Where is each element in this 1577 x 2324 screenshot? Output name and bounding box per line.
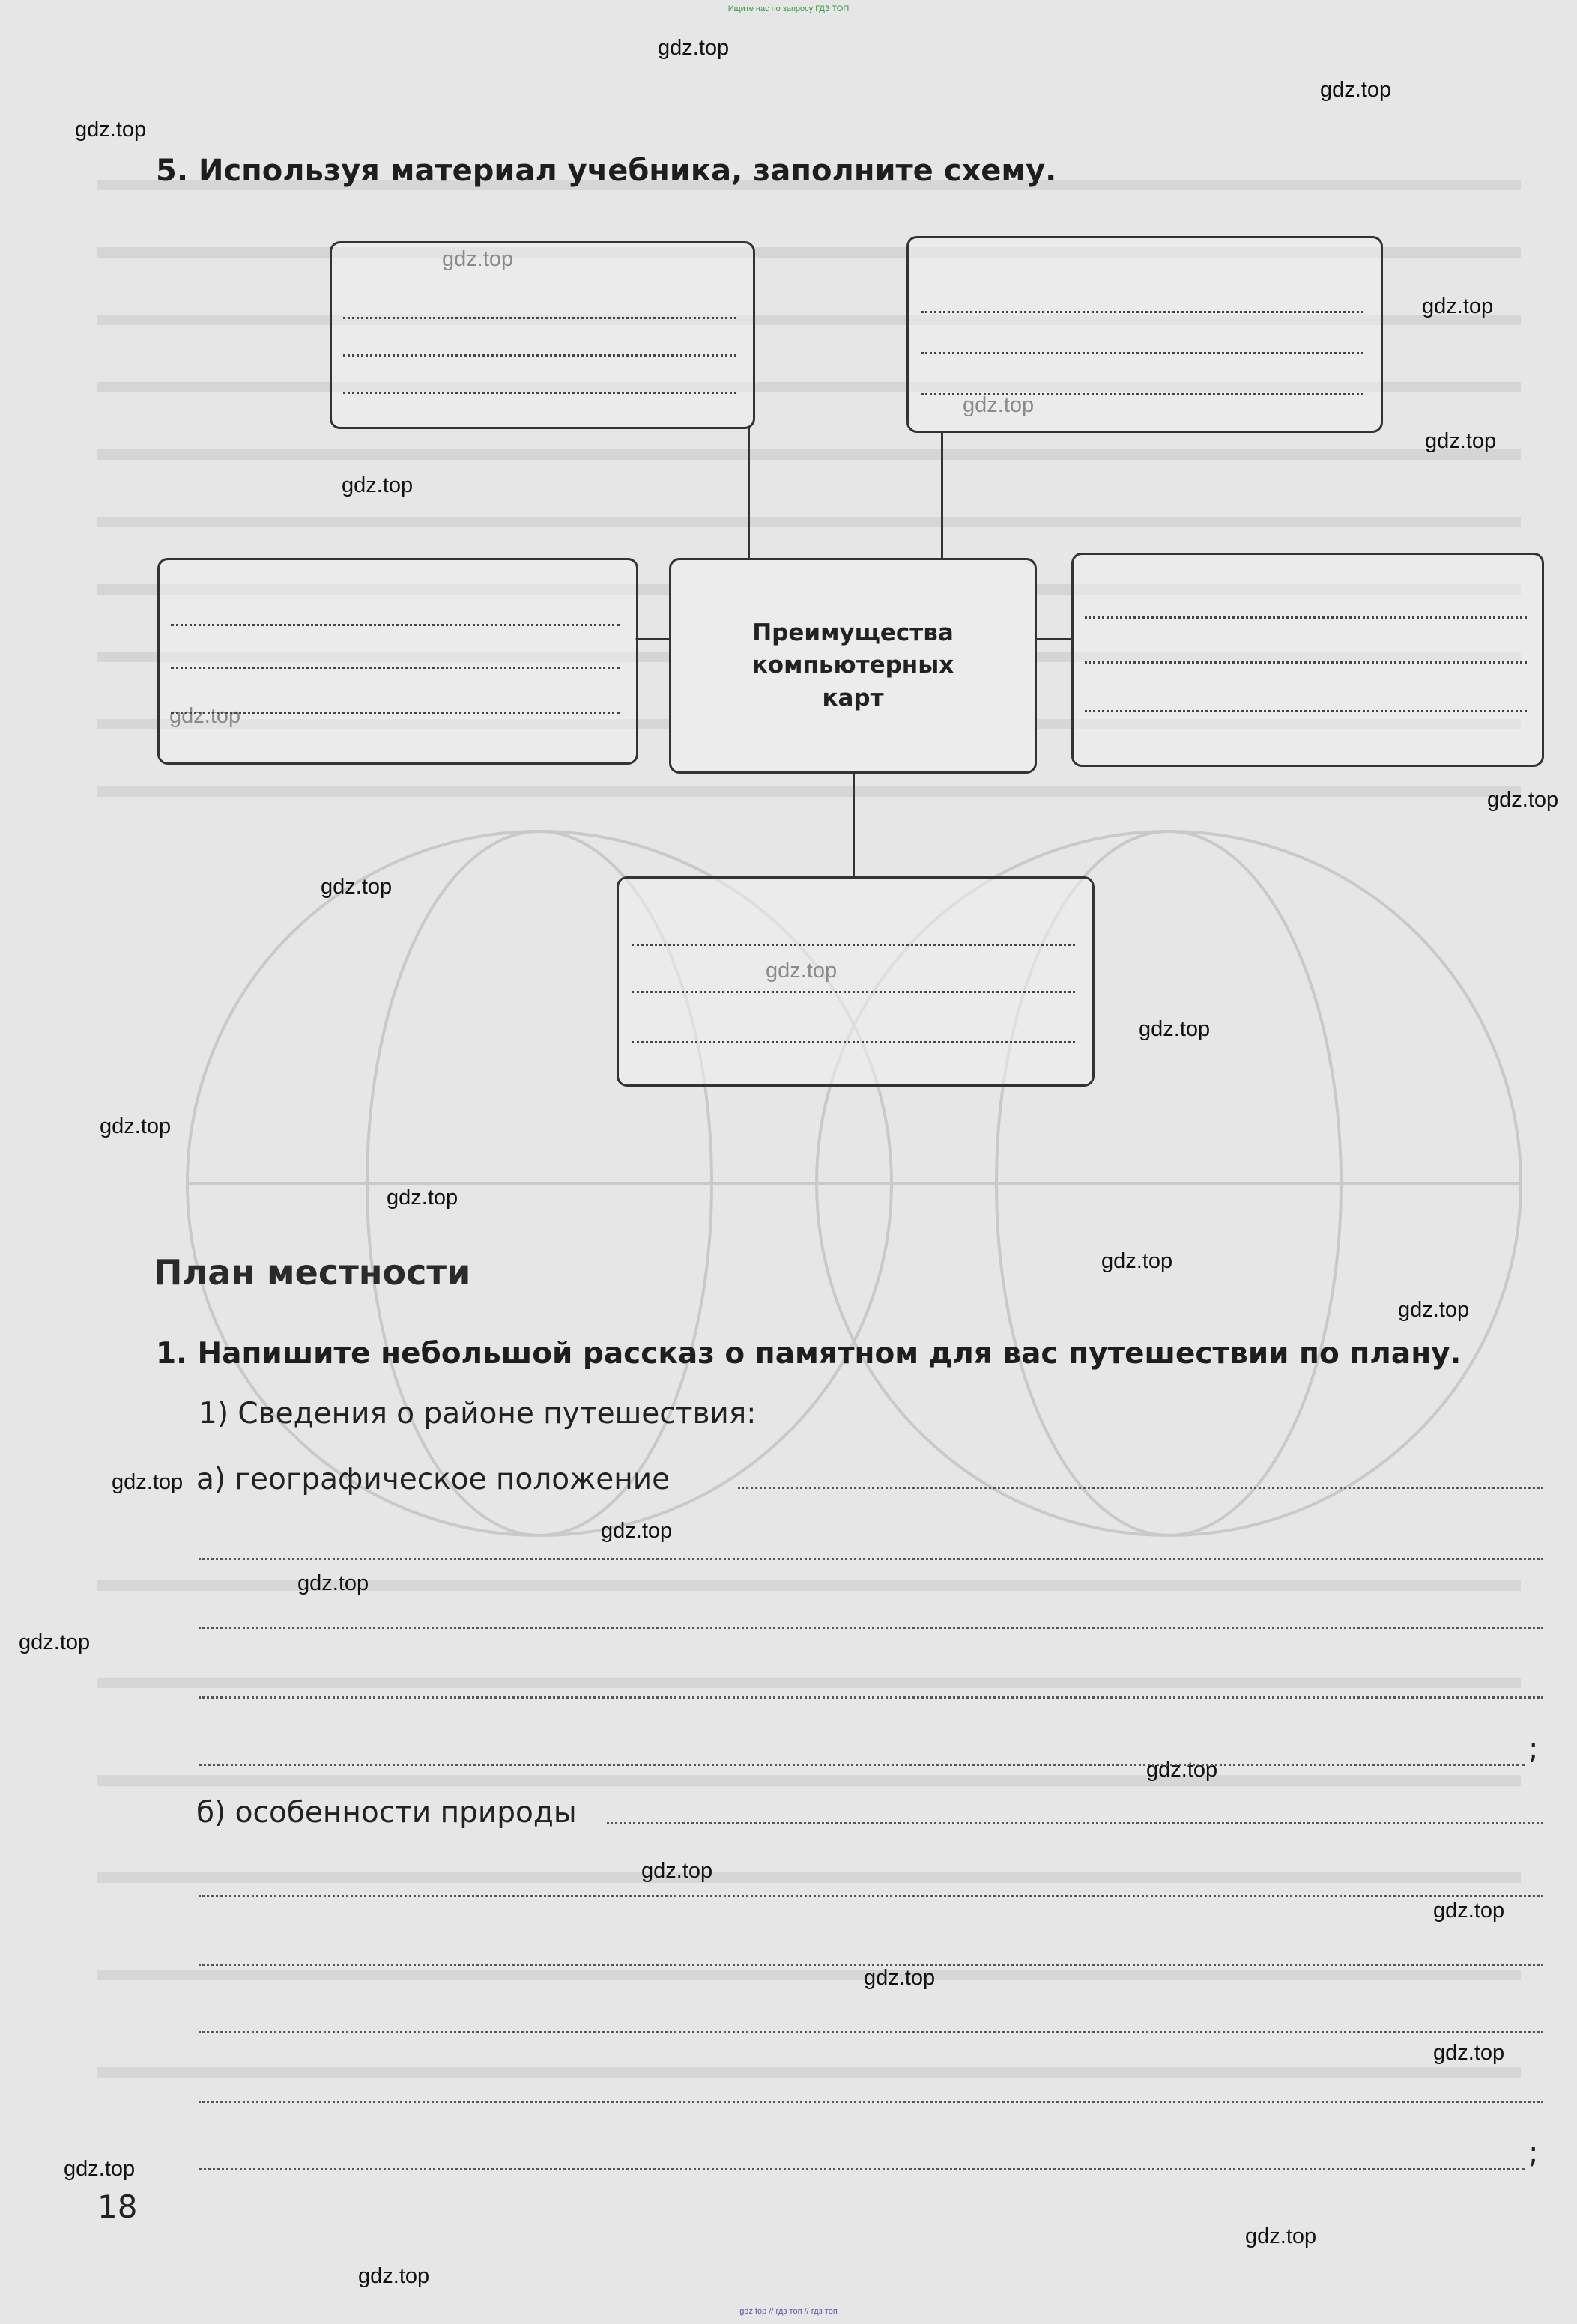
- watermark: gdz.top: [1422, 294, 1494, 318]
- connector-left: [635, 638, 670, 640]
- answer-line[interactable]: [199, 1558, 1543, 1560]
- footer-note: gdz top // гдз топ // гдз топ: [739, 2307, 838, 2316]
- watermark: gdz.top: [1139, 1017, 1211, 1041]
- watermark: gdz.top: [641, 1859, 713, 1883]
- watermark: gdz.top: [1398, 1298, 1470, 1322]
- header-note: Ищите нас по запросу ГДЗ ТОП: [727, 4, 850, 13]
- section-title: План местности: [154, 1252, 471, 1293]
- schema-box-top-left: [330, 241, 755, 429]
- watermark: gdz.top: [1146, 1758, 1218, 1782]
- watermark: gdz.top: [19, 1630, 91, 1654]
- answer-line[interactable]: [1085, 661, 1527, 664]
- schema-center-box: [669, 558, 1037, 774]
- watermark: gdz.top: [75, 118, 147, 142]
- schema-box-left: [157, 558, 638, 765]
- task5-number: 5.: [156, 154, 189, 188]
- semicolon: ;: [1528, 2136, 1539, 2170]
- answer-line[interactable]: [199, 1627, 1543, 1629]
- answer-line[interactable]: [199, 2101, 1543, 2103]
- schema-box-bottom: [617, 876, 1095, 1087]
- watermark: gdz.top: [321, 875, 393, 899]
- task1-item-a-label: а) географическое положение: [196, 1463, 671, 1496]
- answer-line[interactable]: [921, 393, 1363, 395]
- answer-line[interactable]: [171, 667, 620, 669]
- answer-line[interactable]: [632, 1041, 1075, 1043]
- watermark: gdz.top: [658, 36, 730, 60]
- answer-line[interactable]: [171, 712, 620, 714]
- answer-line[interactable]: [199, 2168, 1525, 2170]
- task5-text: Используя материал учебника, заполните схему.: [198, 154, 1057, 188]
- connector-top-left: [748, 427, 750, 558]
- answer-line[interactable]: [738, 1487, 1543, 1489]
- answer-line[interactable]: [921, 352, 1363, 354]
- answer-line[interactable]: [199, 1964, 1543, 1966]
- answer-line[interactable]: [1085, 710, 1527, 712]
- task5-title: [156, 154, 1056, 188]
- task1-subitem-1: 1) Сведения о районе путешествия:: [199, 1397, 757, 1430]
- watermark: gdz.top: [1487, 788, 1559, 812]
- watermark: gdz.top: [1433, 2041, 1505, 2065]
- answer-line[interactable]: [343, 354, 736, 357]
- watermark: gdz.top: [1425, 429, 1497, 453]
- schema-center-label: Преимущества компьютерных карт: [751, 619, 954, 712]
- watermark: gdz.top: [1320, 78, 1392, 102]
- task1-title: [156, 1337, 1461, 1371]
- watermark: gdz.top: [1433, 1899, 1505, 1923]
- task1-text: Напишите небольшой рассказ о памятном для вас путешествии по плану.: [197, 1337, 1462, 1371]
- watermark: gdz.top: [112, 1470, 184, 1494]
- watermark: gdz.top: [342, 473, 414, 497]
- watermark: gdz.top: [297, 1571, 369, 1595]
- answer-line[interactable]: [199, 1764, 1525, 1766]
- task1-item-b-label: б) особенности природы: [196, 1796, 577, 1830]
- schema-box-top-right: [906, 236, 1383, 433]
- answer-line[interactable]: [199, 1895, 1543, 1897]
- connector-top-right: [941, 431, 943, 558]
- semicolon: ;: [1528, 1732, 1539, 1766]
- watermark: gdz.top: [601, 1519, 673, 1543]
- page-number: 18: [97, 2188, 138, 2225]
- watermark: gdz.top: [387, 1186, 458, 1210]
- answer-line[interactable]: [343, 392, 736, 394]
- watermark: gdz.top: [1101, 1249, 1173, 1273]
- task1-number: 1.: [156, 1337, 187, 1371]
- watermark: gdz.top: [100, 1114, 172, 1138]
- answer-line[interactable]: [632, 991, 1075, 993]
- watermark: gdz.top: [64, 2157, 136, 2181]
- connector-bottom: [853, 771, 855, 876]
- answer-line[interactable]: [343, 317, 736, 319]
- watermark: gdz.top: [358, 2264, 430, 2288]
- answer-line[interactable]: [607, 1822, 1543, 1824]
- watermark: gdz.top: [1245, 2224, 1317, 2248]
- answer-line[interactable]: [199, 1696, 1543, 1699]
- answer-line[interactable]: [171, 624, 620, 626]
- answer-line[interactable]: [632, 944, 1075, 946]
- connector-right: [1034, 638, 1071, 640]
- schema-box-right: [1071, 553, 1544, 767]
- answer-line[interactable]: [1085, 616, 1527, 619]
- watermark: gdz.top: [864, 1966, 936, 1990]
- answer-line[interactable]: [199, 2031, 1543, 2033]
- answer-line[interactable]: [921, 311, 1363, 313]
